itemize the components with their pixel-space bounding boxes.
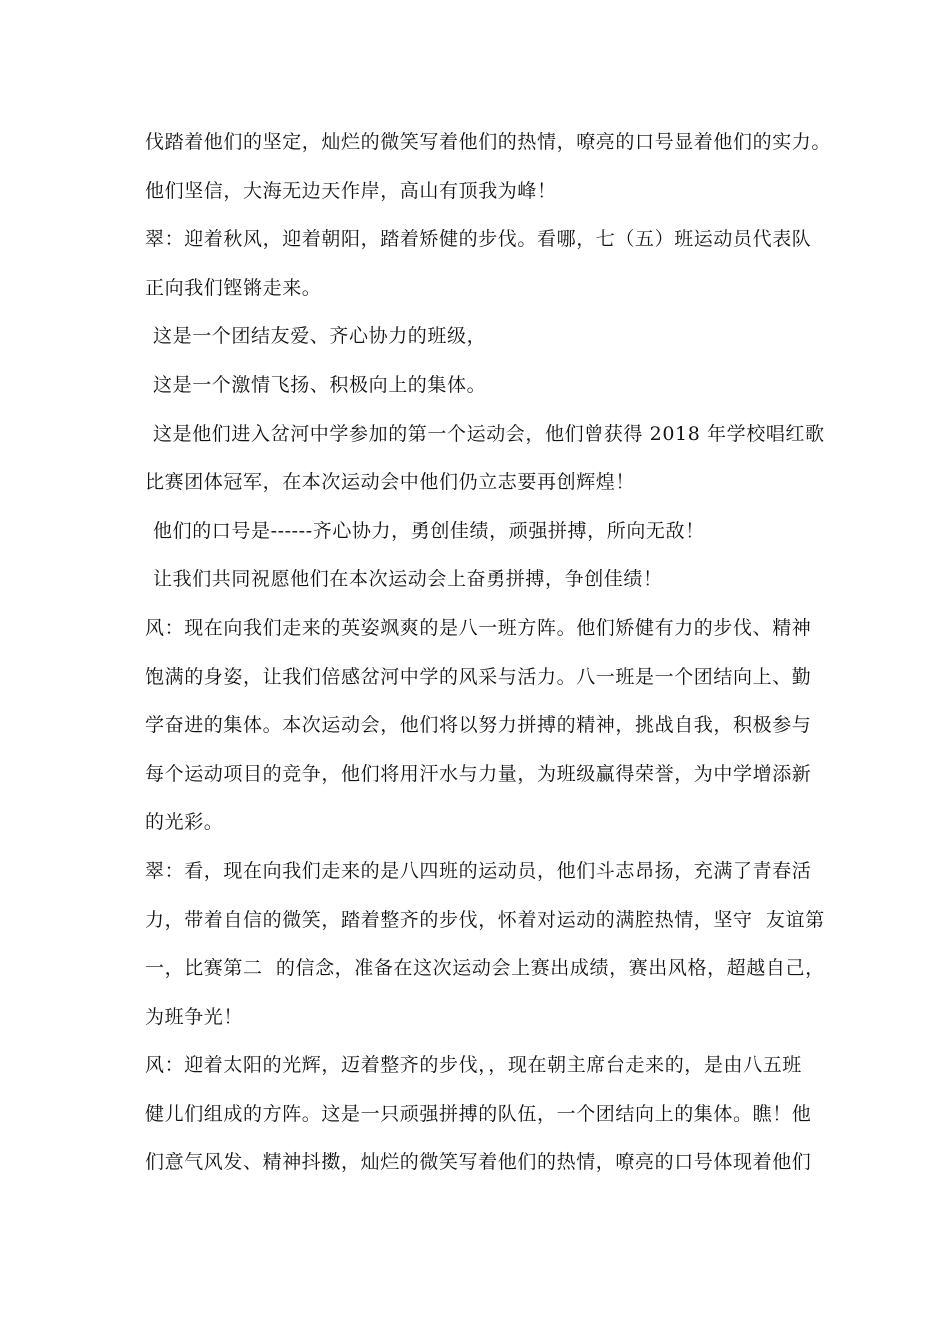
text-line: 这是一个团结友爱、齐心协力的班级， — [153, 325, 487, 348]
text-line: 他们坚信，大海无边天作岸，高山有顶我为峰！ — [145, 179, 557, 202]
text-line: 让我们共同祝愿他们在本次运动会上奋勇拼搏，争创佳绩！ — [153, 568, 663, 591]
text-line: 这是一个激情飞扬、积极向上的集体。 — [153, 373, 487, 396]
text-line: 他们的口号是------齐心协力，勇创佳绩，顽强拼搏，所向无敌！ — [153, 519, 705, 542]
text-line: 饱满的身姿，让我们倍感岔河中学的风采与活力。八一班是一个团结向上、勤 — [145, 665, 812, 688]
text-line: 们意气风发、精神抖擞，灿烂的微笑写着他们的热情，嘹亮的口号体现着他们 — [145, 1151, 812, 1174]
text-line: 伐踏着他们的坚定，灿烂的微笑写着他们的热情，嘹亮的口号显着他们的实力。 — [145, 131, 832, 153]
text-line: 翠：迎着秋风，迎着朝阳，踏着矫健的步伐。看哪，七（五）班运动员代表队 — [145, 228, 812, 251]
text-line: 的光彩。 — [145, 811, 224, 834]
text-line: 力，带着自信的微笑，踏着整齐的步伐，怀着对运动的满腔热情，坚守 友谊第 — [145, 908, 825, 931]
text-line: 健儿们组成的方阵。这是一只顽强拼搏的队伍，一个团结向上的集体。瞧！他 — [145, 1102, 812, 1125]
text-line: 每个运动项目的竞争，他们将用汗水与力量，为班级赢得荣誉，为中学增添新 — [145, 762, 812, 785]
text-line: 为班争光！ — [145, 1005, 244, 1028]
text-line: 风：迎着太阳的光辉，迈着整齐的步伐，，现在朝主席台走来的，是由八五班 — [145, 1054, 802, 1077]
text-line: 比赛团体冠军，在本次运动会中他们仍立志要再创辉煌！ — [145, 471, 636, 494]
text-line: 这是他们进入岔河中学参加的第一个运动会，他们曾获得 2018 年学校唱红歌 — [153, 422, 825, 445]
text-line: 风：现在向我们走来的英姿飒爽的是八一班方阵。他们矫健有力的步伐、精神 — [145, 616, 812, 639]
text-line: 一，比赛第二 的信念，准备在这次运动会上赛出成绩，赛出风格，超越自己， — [145, 957, 825, 980]
text-line: 正向我们铿锵走来。 — [145, 276, 322, 299]
text-line: 翠：看，现在向我们走来的是八四班的运动员，他们斗志昂扬，充满了青春活 — [145, 859, 812, 882]
document-body — [145, 118, 835, 1187]
text-line: 学奋进的集体。本次运动会，他们将以努力拼搏的精神，挑战自我，积极参与 — [145, 714, 812, 737]
